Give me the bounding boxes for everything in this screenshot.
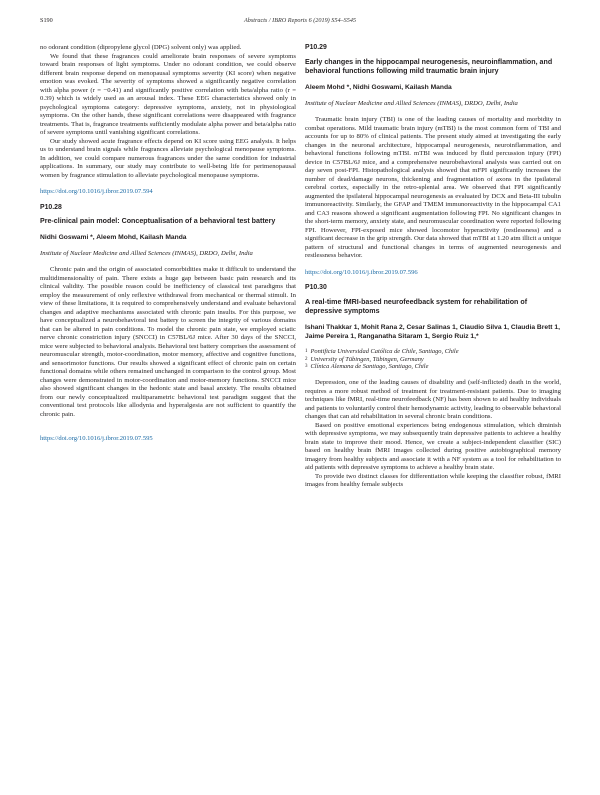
- abstract-title-p1030: A real-time fMRI-based neurofeedback system for rehabilitation of depressive symptoms: [305, 297, 528, 315]
- authors-p1029: Aleem Mohd *, Nidhi Goswami, Kailash Manda: [305, 83, 452, 91]
- affiliation-p1029: Institute of Nuclear Medicine and Allied Sciences (INMAS), DRDO, Delhi, India: [305, 99, 518, 107]
- abstract-body-p1030-paragraph-3: To provide two distinct classes for differentiation while keeping the classifier robust, fMRI images from healthy female subjects: [305, 472, 561, 489]
- study-summary-paragraph: Our study showed acute fragrance effects depend on KI score using EEG analysis. It helps us to understand brain signals while fragrances alleviate psychological menopause symptoms. In addition, we could compare numerous fragrances under the same condition for industrial applications. In summary, our study may contribute to well-being life for perimenopausal women by fragrance stimulation to alleviate psychological menopause symptoms.: [40, 137, 296, 179]
- running-header: [40, 14, 560, 28]
- affiliation-p1028: Institute of Nuclear Medicine and Allied Sciences (INMAS), DRDO, Delhi, India: [40, 250, 253, 257]
- right-column: [305, 44, 561, 490]
- abstract-code-p1030: P10.30: [305, 284, 327, 292]
- authors-p1030: Ishani Thakkar 1, Mohit Rana 2, Cesar Salinas 1, Claudio Silva 1, Claudia Brett 1, Jaime Pereira 1, Ranganatha Sitaram 1, Sergio Ruiz 1,*: [305, 324, 560, 340]
- abstract-body-p1030-paragraph-2: Based on positive emotional experiences being endogenous stimulation, which diminish with depressive symptoms, we may subsequently train depressive patients to achieve a healthy brain state to improve their mood. Hence, we create a subject-independent classifier (SIC) based on healthy brain fMRI images collected during positive autobiographical memory imagery from healthy subjects and associate it with a NF system as a tool for rehabilitation to aid patients with depressive symptoms to achieve a healthy brain state.: [305, 421, 561, 472]
- abstract-title-p1029: Early changes in the hippocampal neurogenesis, neuroinflammation, and behavioral functions following mild traumatic brain injury: [305, 57, 553, 75]
- intro-tail-paragraph: no odorant condition (dipropylene glycol (DPG) solvent only) was applied.: [40, 44, 242, 51]
- abstract-body-p1028: Chronic pain and the origin of associated comorbidities make it difficult to understand the multidimensionality of pain. There exists a huge gap between basic pain research and its clinical validity. The possible reason could be inefficiency of classical test paradigms that employ the measurement of only reflexive withdrawal from mechanical or thermal stimuli. In view of these limitations, it is required to comprehensively understand and evaluate behavioral changes and adaptive mechanisms associated with chronic pain insults. For this purpose, we have conceptualized a neurobehavioral test battery to screen the integrity of various domains that can be altered in pain conditions. To model the chronic pain state, we employed sciatic nerve chronic constriction injury (SNCCI) in C57BL/6J mice. After 30 days of the SNCCI, mice were subjected to behavioral analysis. Behavioral test battery comprises the assessment of neuromuscular strength, motor-coordination, motor memory, affective and cognitive functions, and sensorimotor functions. Our results showed a significant effect of chronic pain on certain functional domains while others remained unchanged in comparison to the control group. Most changes were demonstrated in motor-coordination and motor-memory functions. SNCCI mice also showed significant changes in the hedonic state and basal anxiety. The results obtained from our newly conceptualized multiparametric behavioral test paradigm suggest that the conventional test protocols like allodynia and hyperalgesia are not sufficient to quantify the chronic pain.: [40, 266, 296, 418]
- abstract-title-p1028: Pre-clinical pain model: Conceptualisation of a behavioral test battery: [40, 217, 276, 225]
- abstract-body-p1030-paragraph-1: Depression, one of the leading causes of disability and (self-inflicted) death in the world, requires a more robust method of treatment for treatment-resistant patients. Due to imaging techniques like fMRI, real-time neurofeedback (NF) has been shown to aid healthy individuals and patients to voluntarily control their hemodynamic activity, leading to observable behavioral changes that can aid rehabilitation in several chronic brain conditions.: [305, 379, 561, 421]
- abstract-code-p1028: P10.28: [40, 203, 62, 211]
- affiliation-list-p1030: [305, 348, 561, 372]
- abstract-code-p1029: P10.29: [305, 44, 327, 51]
- doi-link-594[interactable]: https://doi.org/10.1016/j.ibror.2019.07.594: [40, 188, 153, 195]
- page-number: S190: [40, 17, 53, 24]
- findings-paragraph: We found that these fragrances could ameliorate brain responses of severe symptoms toward brain responses of light symptoms. Under no odorant condition, we could observe different brain response depend on menopausal symptoms severity (KI score) when negative emotion was evoked. The severity of symptoms showed a significantly negative correlation with alpha power (r = −0.41) and significantly positive correlation with beta/alpha ratio (r = 0.39) which is widely used as an arousal index. These EEG characteristics showed only in psychological symptoms category: depressive symptoms, anxiety, not in physiological symptoms. On the other hands, these significant correlations were disappeared with fragrance treatments. That is, fragrance treatments sufficiently modulate alpha power and beta/alpha ratio of severe symptoms until vanishing significant correlations.: [40, 52, 296, 136]
- doi-link-595[interactable]: https://doi.org/10.1016/j.ibror.2019.07.595: [40, 435, 153, 443]
- affiliation-3: 3 Clínica Alemana de Santiago, Santiago, Chile: [305, 363, 429, 371]
- affiliation-2: 2 University of Tübingen, Tübingen, Germany: [305, 355, 424, 363]
- authors-p1028: Nidhi Goswami *, Aleem Mohd, Kailash Manda: [40, 234, 187, 242]
- left-column: [40, 44, 296, 451]
- affiliation-1: 1 Pontificia Universidad Católica de Chile, Santiago, Chile: [305, 347, 459, 355]
- doi-link-596[interactable]: https://doi.org/10.1016/j.ibror.2019.07.596: [305, 268, 418, 276]
- journal-title: Abstracts / IBRO Reports 6 (2019) S54–S545: [243, 17, 357, 24]
- abstract-body-p1029: Traumatic brain injury (TBI) is one of the leading causes of mortality and morbidity in combat operations. Mild traumatic brain injury (mTBI) is the most common form of TBI and accounts for up to 80% of clinical patients. The present study aimed at investigating the early changes in the neuronal architecture, hippocampal neurogenesis, neuroinflammation, and behavioral functions following mTBI. mTBI was induced by fluid percussion injury (FPI) device in C57BL/6J mice, and a comprehensive neurobehavioral analysis was carried out on day seven post-FPI. Histopathological analysis showed that mFPI significantly increases the number of dead/damage neurons, thickening and fragmentation of axons in the ipsilateral cerebral cortex, especially in the retro-splenial area. We observed that FPI significantly augmented the ipsilateral hippocampal neurogenesis as evaluated by DCX and Beta-III tubulin immunoreactivity. Similarly, the GFAP and TMEM immunoreactivity in the hippocampal CA1 and CA3 reasons showed a significant augmentation following FPI. No significant changes in the short-term memory, anxiety state, and neuromuscular coordination were reported following FPI. However, FPI-exposed mice showed locomotor hyperactivity (restlessness) and a significant decrease in the grip strength. Our data showed that mTBI at 1.20 atm illicit a unique pattern of structural and functional changes in terms of augmented neurogenesis and restlessness behavior.: [305, 116, 561, 260]
